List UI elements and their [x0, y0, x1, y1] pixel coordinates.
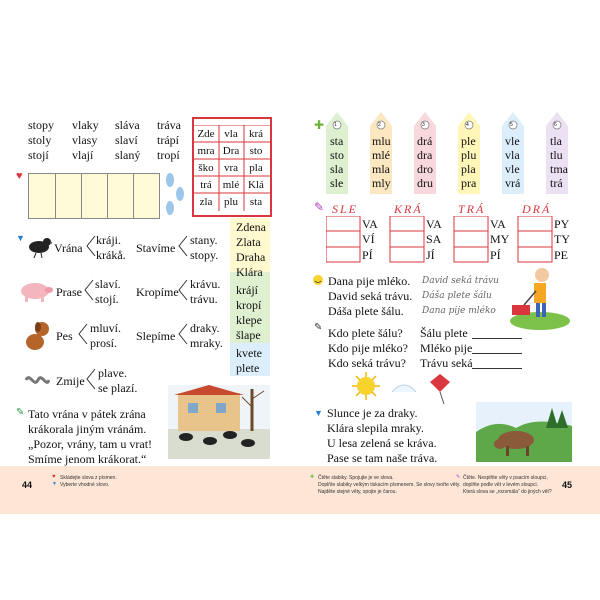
pen-icon: ✎	[314, 200, 325, 214]
letter-cell: krá	[248, 128, 264, 140]
heart-icon: ♥	[52, 474, 56, 480]
option: stopy.	[190, 248, 219, 262]
letter-cell: sta	[249, 196, 263, 208]
column-number: 6	[554, 122, 557, 128]
question: Kdo plete šálu?	[328, 326, 403, 340]
column-number: 1	[334, 122, 337, 128]
question: Kdo seká trávu?	[328, 356, 406, 370]
syllable: PÍ	[490, 248, 501, 262]
syllable: dra	[417, 148, 433, 162]
column-number: 4	[466, 122, 469, 128]
syllable: VA	[426, 217, 442, 231]
bracket	[84, 278, 94, 302]
pes-label: Pes	[56, 329, 73, 343]
puzzle-icon: ✚	[314, 118, 325, 132]
answer-prompt: Mléko pije	[420, 341, 473, 355]
syllable: tlu	[550, 148, 563, 162]
option: draky.	[190, 321, 220, 335]
syllable: ple	[461, 134, 476, 148]
footprints-icon	[162, 170, 188, 216]
word: klepe	[236, 313, 262, 327]
word: tráva	[157, 118, 181, 132]
house-illustration	[168, 385, 270, 459]
letter-cell: vra	[223, 162, 239, 174]
word: šlape	[236, 328, 261, 342]
answer-line[interactable]	[472, 338, 522, 339]
word: vlasy	[72, 133, 98, 147]
syllable-header: SLE	[332, 202, 359, 216]
word: Klára	[236, 265, 263, 279]
poem-line: Pase se tam naše tráva.	[327, 451, 438, 465]
snake-icon	[24, 370, 50, 390]
column-number: 5	[510, 122, 513, 128]
letter-cell: pla	[249, 162, 263, 174]
letter-cell: Klá	[248, 179, 264, 191]
syllable: mlu	[372, 134, 391, 148]
pencil-icon: ✎	[16, 407, 25, 418]
option: krákå.	[96, 248, 126, 262]
syllable-columns	[326, 112, 576, 194]
option: stojí.	[95, 292, 119, 306]
story-line: „Pozor, vrány, tam u vrat!	[28, 437, 153, 451]
sentence: Dana pije mléko.	[328, 274, 411, 288]
syllable: sto	[330, 148, 345, 162]
poem-line: Slunce je za draky.	[327, 406, 418, 420]
word: trápí	[157, 133, 179, 147]
page-number-left: 44	[22, 480, 33, 490]
footer-note: Čtěte. Nesplňte věty v psacím sloupci,	[463, 475, 548, 481]
bracket	[178, 322, 188, 346]
puzzle-icon: ✚	[310, 475, 315, 480]
syllable: VÍ	[362, 232, 375, 246]
letter-cell: Zde	[197, 128, 215, 140]
answer-boxes[interactable]	[28, 173, 160, 219]
answer-line[interactable]	[472, 353, 522, 354]
lawnmower-illustration	[508, 265, 572, 331]
letter-cell: Dra	[222, 145, 240, 157]
syllable: VA	[490, 217, 506, 231]
option: plave.	[98, 366, 127, 380]
option: se plazí.	[98, 381, 138, 395]
footer-note: doplňte podle vět v levém sloupci.	[463, 482, 539, 488]
verb-label: Kropíme	[136, 285, 179, 299]
syllable: mly	[372, 176, 391, 190]
syllable: dro	[417, 162, 433, 176]
syllable: vle	[505, 162, 520, 176]
syllable: JÍ	[426, 248, 435, 262]
word: kropí	[236, 298, 262, 312]
syllable: tla	[550, 134, 562, 148]
syllable-header: KRÁ	[394, 202, 423, 216]
word: vlaky	[72, 118, 99, 132]
syllable: PÍ	[362, 248, 373, 262]
option: krávu.	[190, 277, 221, 291]
option: mraky.	[190, 336, 223, 350]
verb-label: Stavíme	[136, 241, 176, 255]
story-line: Tato vrána v pátek zrána	[28, 407, 146, 421]
syllable: tma	[550, 162, 568, 176]
answer-line[interactable]	[472, 368, 522, 369]
word: tropí	[157, 148, 180, 162]
bracket	[178, 234, 188, 258]
syllable: trá	[550, 176, 563, 190]
crow-icon	[26, 234, 52, 258]
heart-icon: ♥	[16, 170, 23, 182]
syllable: PY	[554, 217, 570, 231]
option: stany.	[190, 233, 218, 247]
sun-kite-illustration	[352, 370, 462, 406]
syllable: mlé	[372, 148, 390, 162]
syllable: plu	[461, 148, 477, 162]
question: Kdo pije mléko?	[328, 341, 408, 355]
answer-prompt: Šálu plete	[420, 326, 468, 340]
footer-note: Vyberte vhodné slovo.	[60, 482, 110, 488]
syllable: vrá	[505, 176, 521, 190]
syllable: vla	[505, 148, 520, 162]
syllable: sta	[330, 134, 344, 148]
syllable: pra	[461, 176, 477, 190]
script-line: Dana pije mléko	[422, 306, 496, 316]
answer-prompt: Trávu seká	[420, 356, 473, 370]
dog-icon	[22, 320, 52, 352]
word: sláva	[115, 118, 140, 132]
option: slaví.	[95, 277, 121, 291]
option: mluví.	[90, 321, 122, 335]
letter-cell: trá	[200, 179, 212, 191]
letter-cell: mra	[197, 145, 215, 157]
triangle-marker-icon: ▼	[52, 482, 57, 487]
word: slaný	[115, 148, 141, 162]
syllable: mla	[372, 162, 390, 176]
footer-note: Najděte stejné věty, spojte je čarou.	[318, 489, 397, 495]
syllable: vle	[505, 134, 520, 148]
pencil-icon: ✎	[314, 322, 323, 333]
word: kvete	[236, 346, 262, 360]
letter-grid-lines	[192, 125, 270, 215]
column-number: 3	[422, 122, 425, 128]
syllable: sle	[330, 176, 344, 190]
pig-icon	[16, 280, 54, 302]
syllable: MY	[490, 232, 510, 246]
cow-illustration	[476, 402, 572, 462]
story-line: Smíme jenom krákorat.“	[28, 452, 147, 466]
script-line: Dáša plete šálu	[422, 291, 492, 301]
letter-cell: sto	[249, 145, 263, 157]
word: stopy	[28, 118, 55, 132]
option: kráji.	[96, 233, 121, 247]
poem-line: Klára slepila mraky.	[327, 421, 424, 435]
letter-cell: vla	[224, 128, 238, 140]
footer-note: Čtěte slabiky. Spojujte je ve slova.	[318, 475, 394, 481]
option: trávu.	[190, 292, 218, 306]
footer-note: Doplňte slabiky velkým tiskacím písmenem. Se slovy tvořte věty.	[318, 482, 461, 488]
smiley-icon	[312, 274, 324, 286]
word: vlají	[72, 148, 94, 162]
bracket	[86, 234, 96, 258]
triangle-marker-icon: ▼	[314, 408, 323, 418]
letter-cell: ško	[198, 162, 214, 174]
triangle-marker-icon: ▼	[16, 233, 25, 243]
script-line: David seká trávu	[422, 276, 499, 286]
pen-icon: ✎	[456, 475, 461, 480]
footer-note: Která slova se „rozsmála“ do jiných vět?	[463, 489, 552, 495]
word: stoly	[28, 133, 52, 147]
zmije-label: Zmije	[56, 374, 85, 388]
letter-cell: plu	[223, 196, 239, 208]
word: plete	[236, 361, 260, 375]
syllable-header: DRÁ	[522, 202, 552, 216]
syllable: TY	[554, 232, 570, 246]
syllable: pla	[461, 162, 476, 176]
word: Draha	[236, 250, 266, 264]
syllable: SA	[426, 232, 442, 246]
bracket	[178, 278, 188, 302]
option: prosí.	[90, 336, 117, 350]
sentence: Dáša plete šálu.	[328, 304, 404, 318]
letter-cell: mlé	[222, 179, 240, 191]
word: stojí	[28, 148, 49, 162]
sentence: David seká trávu.	[328, 289, 413, 303]
word: krájí	[236, 283, 258, 297]
bracket	[78, 322, 88, 346]
syllable: VA	[362, 217, 378, 231]
word: Zlata	[236, 235, 261, 249]
verb-label: Slepíme	[136, 329, 176, 343]
syllable: dru	[417, 176, 433, 190]
vrana-label: Vrána	[54, 241, 83, 255]
page-number-right: 45	[562, 480, 573, 490]
poem-line: U lesa zelená se kráva.	[327, 436, 437, 450]
column-number: 2	[378, 122, 381, 128]
word: slaví	[115, 133, 138, 147]
syllable: PE	[554, 248, 569, 262]
syllable-header: TRÁ	[458, 202, 486, 216]
story-line: krákorala jiným vránám.	[28, 422, 147, 436]
bracket	[86, 367, 96, 391]
word: Zdena	[236, 220, 266, 234]
prase-label: Prase	[56, 285, 82, 299]
letter-cell: zla	[199, 196, 213, 208]
syllable: drá	[417, 134, 433, 148]
footer-note: Skládejte slova z písmen.	[60, 475, 117, 481]
syllable: sla	[330, 162, 344, 176]
